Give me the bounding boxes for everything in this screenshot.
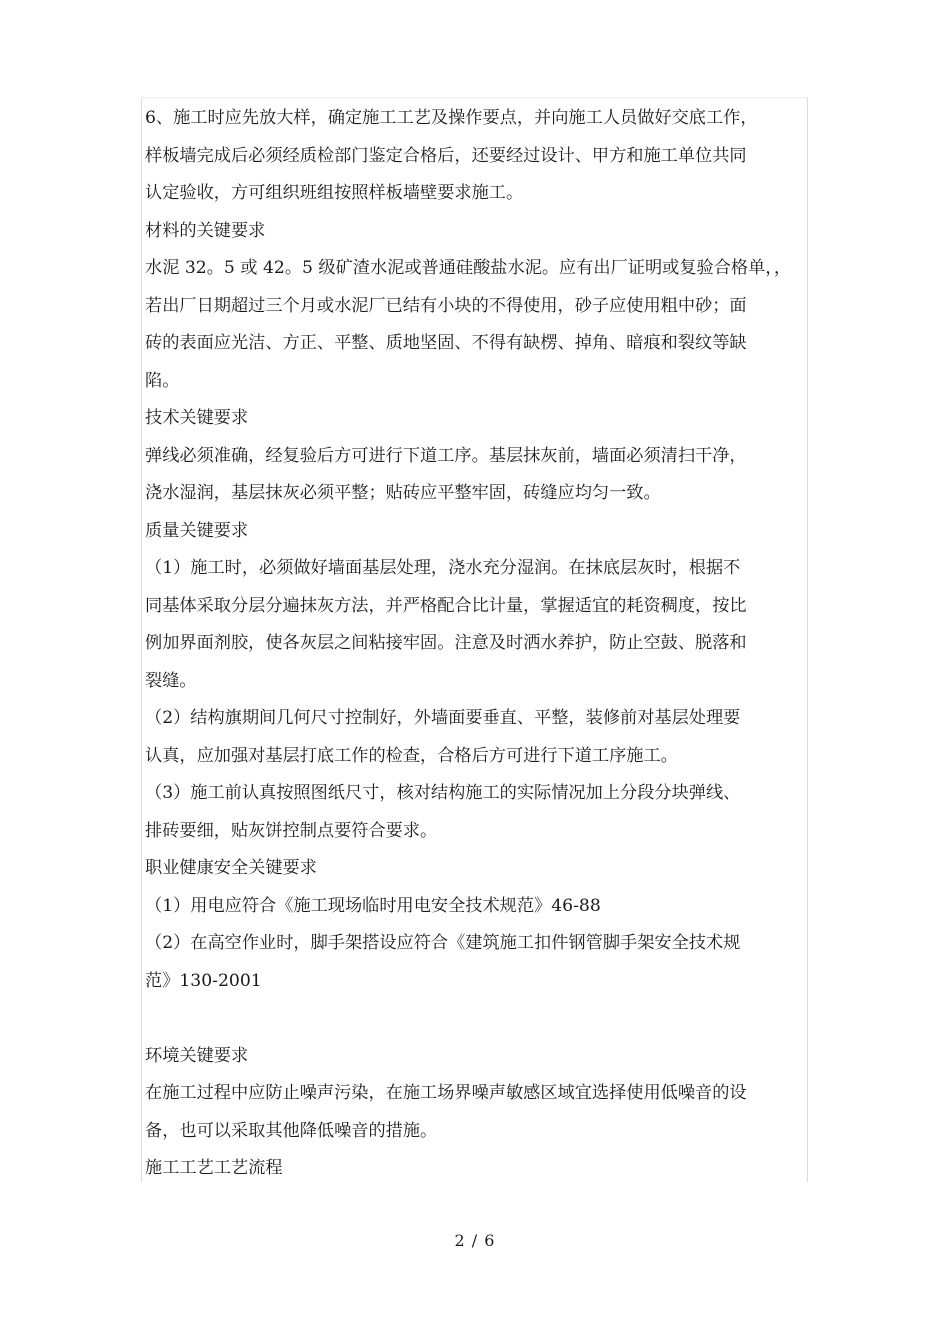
text-line: 6、施工时应先放大样，确定施工工艺及操作要点，并向施工人员做好交底工作， [145,108,758,128]
text-line: 同基体采取分层分遍抹灰方法，并严格配合比计量，掌握适宜的耗资稠度，按比 [145,595,747,616]
text-line: 范》130-2001 [145,970,262,991]
text-line: 裂缝。 [145,670,197,691]
text-line: 水泥 32。5 或 42。5 级矿渣水泥或普通硅酸盐水泥。应有出厂证明或复验合格单，， [145,258,792,278]
text-line: 样板墙完成后必须经质检部门鉴定合格后，还要经过设计、甲方和施工单位共同 [145,145,747,166]
text-line: 排砖要细，贴灰饼控制点要符合要求。 [145,820,438,841]
text-line: 技术关键要求 [145,408,249,428]
text-line: 职业健康安全关键要求 [145,858,317,878]
text-line: 陷。 [145,370,180,391]
text-line: 若出厂日期超过三个月或水泥厂已结有小块的不得使用，砂子应使用粗中砂；面 [145,295,747,316]
document-body [145,100,813,1188]
text-line: 在施工过程中应防止噪声污染，在施工场界噪声敏感区域宜选择使用低噪音的设 [145,1083,747,1103]
text-line: （2）结构旗期间几何尺寸控制好，外墙面要垂直、平整，装修前对基层处理要 [145,708,741,728]
text-line: （2）在高空作业时，脚手架搭设应符合《建筑施工扣件钢管脚手架安全技术规 [145,933,741,953]
text-line: 弹线必须准确，经复验后方可进行下道工序。基层抹灰前，墙面必须清扫干净， [145,445,747,466]
page-number: 2 / 6 [454,1231,496,1250]
text-line: 施工工艺工艺流程 [145,1158,283,1178]
text-line: （3）施工前认真按照图纸尺寸，核对结构施工的实际情况加上分段分块弹线、 [145,783,741,803]
text-line: 认真，应加强对基层打底工作的检查，合格后方可进行下道工序施工。 [145,745,678,766]
text-line: 浇水湿润，基层抹灰必须平整；贴砖应平整牢固，砖缝应均匀一致。 [145,483,661,503]
text-line: 环境关键要求 [145,1045,249,1066]
text-line: （1）施工时，必须做好墙面基层处理，浇水充分湿润。在抹底层灰时，根据不 [145,558,741,578]
text-line: 材料的关键要求 [145,220,266,241]
text-line: 砖的表面应光洁、方正、平整、质地坚固、不得有缺楞、掉角、暗痕和裂纹等缺 [145,333,747,353]
blank-line [145,1000,813,1038]
text-line: 备，也可以采取其他降低噪音的措施。 [145,1120,438,1141]
text-line: 例加界面剂胶，使各灰层之间粘接牢固。注意及时洒水养护，防止空鼓、脱落和 [145,633,747,653]
text-line: （1）用电应符合《施工现场临时用电安全技术规范》46-88 [145,895,601,916]
text-line: 认定验收，方可组织班组按照样板墙壁要求施工。 [145,183,524,203]
text-line: 质量关键要求 [145,520,249,541]
